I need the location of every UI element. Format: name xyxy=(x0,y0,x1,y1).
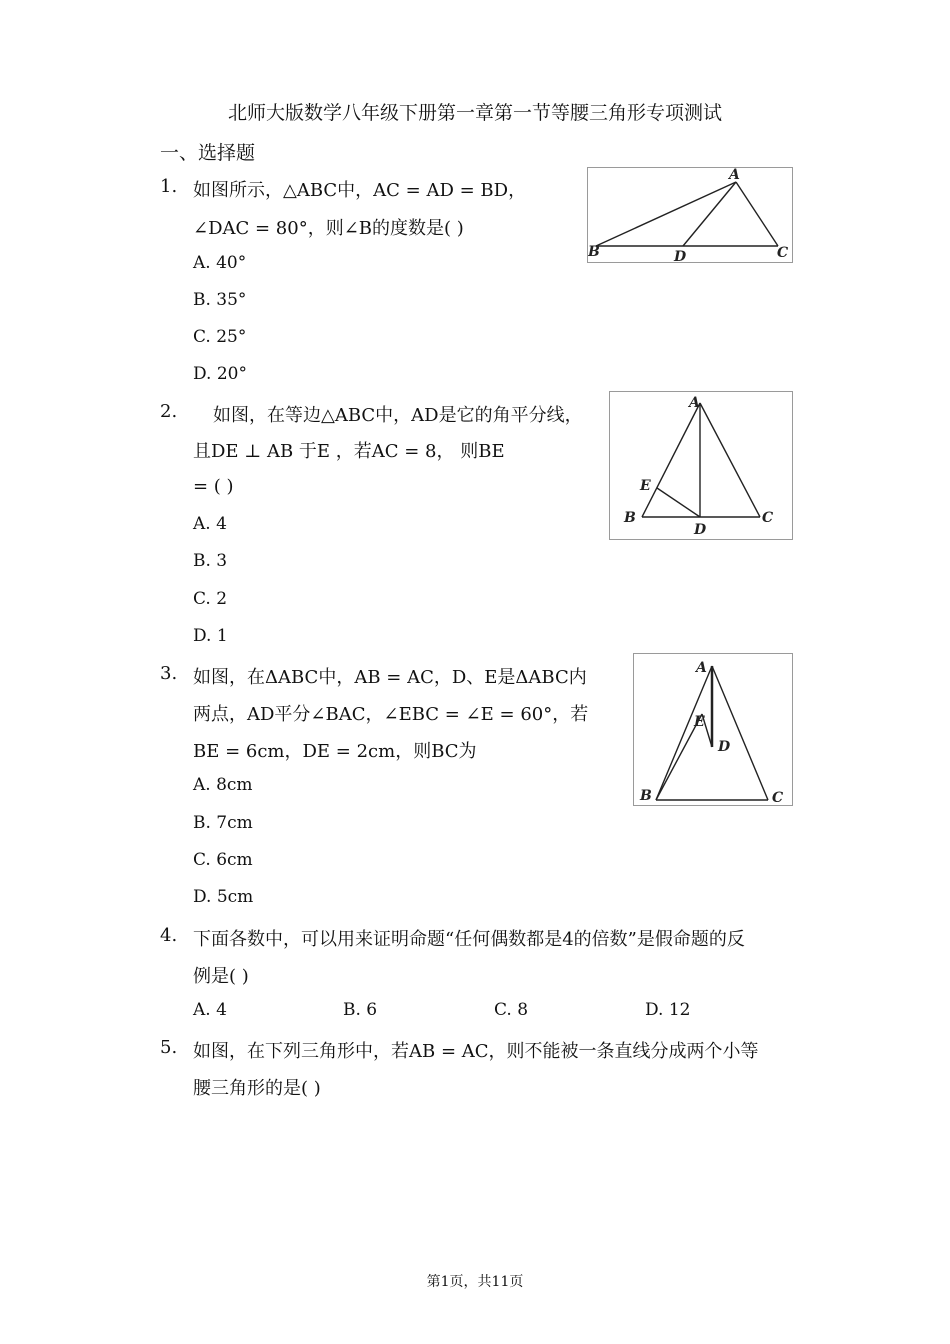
q5-stem-line2: 腰三角形的是( ) xyxy=(193,1078,321,1099)
q1-option-c: C. 25° xyxy=(193,327,247,347)
q2-number: 2. xyxy=(160,401,178,422)
q3-label-e: E xyxy=(694,714,705,730)
q3-label-a: A xyxy=(696,660,707,676)
q3-stem-line2: 两点，AD平分∠BAC，∠EBC = ∠E = 60°，若 xyxy=(193,704,589,725)
q4-option-b: B. 6 xyxy=(343,1000,378,1020)
q1-figure xyxy=(587,167,793,263)
q3-option-a: A. 8cm xyxy=(193,775,253,795)
q3-side-ab xyxy=(656,666,712,800)
q1-side-ba xyxy=(596,182,736,246)
q2-label-c: C xyxy=(762,510,774,526)
q2-stem-line3: = ( ) xyxy=(193,476,234,497)
q4-stem-line2: 例是( ) xyxy=(193,966,249,987)
q1-label-a: A xyxy=(729,168,740,183)
page-footer: 第1页，共11页 xyxy=(426,1274,524,1290)
q3-option-c: C. 6cm xyxy=(193,850,253,870)
q4-stem-line1: 下面各数中，可以用来证明命题“任何偶数都是4的倍数”是假命题的反 xyxy=(193,929,745,950)
q4-number: 4. xyxy=(160,925,178,946)
q2-segment-de xyxy=(657,488,700,517)
q2-label-e: E xyxy=(640,478,651,494)
q2-option-c: C. 2 xyxy=(193,589,228,609)
q3-number: 3. xyxy=(160,663,178,684)
q2-side-ac xyxy=(700,403,760,517)
q3-stem-line1: 如图，在ΔABC中，AB = AC，D、E是ΔABC内 xyxy=(193,667,587,688)
q2-label-d: D xyxy=(694,522,707,538)
q1-option-b: B. 35° xyxy=(193,290,247,310)
q1-segment-ad xyxy=(683,182,736,246)
q3-label-d: D xyxy=(718,739,731,755)
q2-option-b: B. 3 xyxy=(193,551,228,571)
q2-figure xyxy=(609,391,793,540)
q5-number: 5. xyxy=(160,1037,178,1058)
q1-label-b: B xyxy=(588,244,600,260)
q3-option-b: B. 7cm xyxy=(193,813,253,833)
section-heading: 一、选择题 xyxy=(160,142,256,164)
q1-stem-line1: 如图所示，△ABC中，AC = AD = BD， xyxy=(193,180,527,201)
q4-option-d: D. 12 xyxy=(645,1000,691,1020)
q1-option-a: A. 40° xyxy=(193,253,247,273)
q2-option-d: D. 1 xyxy=(193,626,228,646)
q3-label-c: C xyxy=(772,790,784,805)
q3-label-b: B xyxy=(640,788,652,804)
q2-side-ab xyxy=(642,403,700,517)
q5-stem-line1: 如图，在下列三角形中，若AB = AC，则不能被一条直线分成两个小等 xyxy=(193,1041,759,1062)
q2-label-a: A xyxy=(689,395,700,411)
q1-number: 1. xyxy=(160,176,178,197)
q3-option-d: D. 5cm xyxy=(193,887,254,907)
q4-option-c: C. 8 xyxy=(494,1000,529,1020)
q2-stem-line2: 且DE ⊥ AB 于E ，若AC = 8， 则BE xyxy=(193,441,505,462)
q2-option-a: A. 4 xyxy=(193,514,227,534)
q1-stem-line2: ∠DAC = 80°，则∠B的度数是( ) xyxy=(193,218,464,239)
q3-stem-line3: BE = 6cm，DE = 2cm，则BC为 xyxy=(193,741,477,762)
q1-option-d: D. 20° xyxy=(193,364,247,384)
q1-label-c: C xyxy=(777,245,789,261)
q3-figure xyxy=(633,653,793,806)
page-title: 北师大版数学八年级下册第一章第一节等腰三角形专项测试 xyxy=(227,102,722,124)
q1-side-ac xyxy=(736,182,778,246)
q3-side-ac xyxy=(712,666,768,800)
q1-label-d: D xyxy=(674,249,687,262)
q4-option-a: A. 4 xyxy=(193,1000,227,1020)
q2-label-b: B xyxy=(624,510,636,526)
q2-stem-line1: 如图，在等边△ABC中，AD是它的角平分线， xyxy=(213,405,583,426)
